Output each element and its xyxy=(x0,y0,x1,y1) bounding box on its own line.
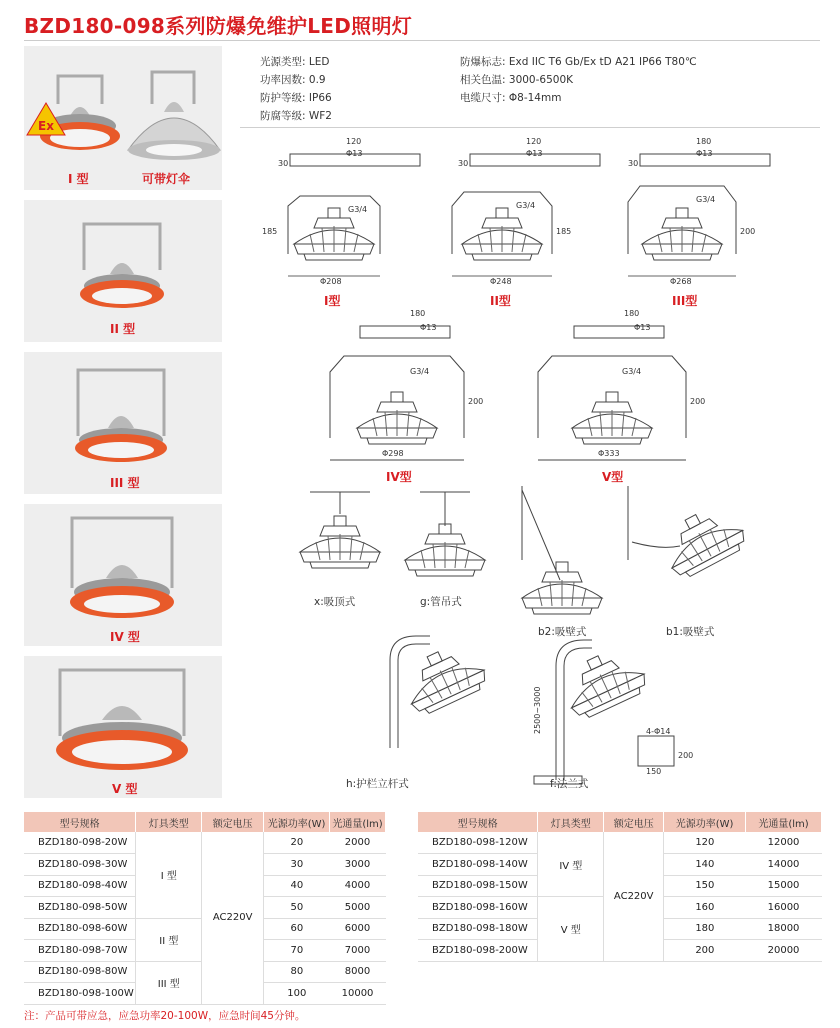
dim-hole-5: Φ13 xyxy=(634,323,651,332)
thread-2: G3/4 xyxy=(516,201,536,210)
caption-mount-b2: b2:吸壁式 xyxy=(538,626,587,638)
type-group-2: II 型 xyxy=(136,918,202,961)
table-row: BZD180-098-200W 200 20000 xyxy=(418,940,822,962)
table-row: BZD180-098-30W 30 3000 xyxy=(24,854,386,876)
caption-type-5: V型 xyxy=(602,470,624,484)
table-row: BZD180-098-50W 50 5000 xyxy=(24,897,386,919)
col-flux: 光通量(lm) xyxy=(330,812,386,832)
caption-type-4: IV型 xyxy=(386,470,412,484)
spec-table-right xyxy=(418,812,822,962)
caption-mount-x: x:吸顶式 xyxy=(314,596,356,608)
spec-anticorrosion: 防腐等级: WF2 xyxy=(260,110,332,122)
table-row: BZD180-098-40W 40 4000 xyxy=(24,875,386,897)
dim-bracket-1: 120 xyxy=(346,137,362,146)
pole-height: 2500~3000 xyxy=(533,686,542,734)
product-label-umbrella: 可带灯伞 xyxy=(142,172,191,186)
col-model: 型号规格 xyxy=(24,812,136,832)
table-header-row xyxy=(24,812,386,832)
table-row: BZD180-098-80W III 型 80 8000 xyxy=(24,961,386,983)
footnote: 注：产品可带应急，应急功率20-100W，应急时间45分钟。 xyxy=(24,1010,306,1022)
dim-hole-1: Φ13 xyxy=(346,149,363,158)
table-row: BZD180-098-140W 140 14000 xyxy=(418,854,822,876)
spec-power-factor: 功率因数: 0.9 xyxy=(260,74,326,86)
caption-type-1: I型 xyxy=(324,294,341,308)
diameter-4: Φ298 xyxy=(382,449,404,458)
type-group-5: V 型 xyxy=(538,897,604,962)
dim-bracket-2: 120 xyxy=(526,137,542,146)
height-3: 200 xyxy=(740,227,756,236)
dim-hole-4: Φ13 xyxy=(420,323,437,332)
dimension-drawings xyxy=(240,130,820,800)
col-voltage: 额定电压 xyxy=(202,812,264,832)
caption-type-2: II型 xyxy=(490,294,511,308)
height-4: 200 xyxy=(468,397,484,406)
product-panel-type-3 xyxy=(24,352,222,494)
product-label-type-1: I 型 xyxy=(68,172,89,186)
table-row: BZD180-098-20W I 型 AC220V 20 2000 xyxy=(24,832,386,854)
table-row: BZD180-098-100W 100 10000 xyxy=(24,983,386,1005)
product-panel-type-1 xyxy=(24,46,222,190)
thread-3: G3/4 xyxy=(696,195,716,204)
height-5: 200 xyxy=(690,397,706,406)
dim-30-1: 30 xyxy=(278,159,289,168)
table-row: BZD180-098-60W II 型 60 6000 xyxy=(24,918,386,940)
lamp-type-5-photo xyxy=(24,656,222,798)
diameter-5: Φ333 xyxy=(598,449,620,458)
table-row: BZD180-098-160W V 型 160 16000 xyxy=(418,897,822,919)
spec-light-source: 光源类型: LED xyxy=(260,56,330,68)
caption-mount-g: g:管吊式 xyxy=(420,596,462,608)
caption-mount-b1: b1:吸壁式 xyxy=(666,626,715,638)
caption-type-3: III型 xyxy=(672,294,698,308)
spec-color-temp: 相关色温: 3000-6500K xyxy=(460,74,574,86)
type-group-4: IV 型 xyxy=(538,832,604,897)
table-row: BZD180-098-70W 70 7000 xyxy=(24,940,386,962)
dim-30-2: 30 xyxy=(458,159,469,168)
dim-30-3: 30 xyxy=(628,159,639,168)
diameter-3: Φ268 xyxy=(670,277,692,286)
flange-150: 150 xyxy=(646,767,662,776)
dim-bracket-5: 180 xyxy=(624,309,640,318)
dim-bracket-4: 180 xyxy=(410,309,426,318)
drawings-canvas xyxy=(240,130,820,800)
spec-cable-size: 电缆尺寸: Φ8-14mm xyxy=(460,92,562,104)
table-row: BZD180-098-150W 150 15000 xyxy=(418,875,822,897)
product-panel-type-2 xyxy=(24,200,222,342)
ex-badge-text: Ex xyxy=(38,119,54,133)
dim-hole-2: Φ13 xyxy=(526,149,543,158)
flange-200: 200 xyxy=(678,751,694,760)
spec-ex-marking: 防爆标志: Exd IIC T6 Gb/Ex tD A21 IP66 T80℃ xyxy=(460,56,697,68)
spec-ip-rating: 防护等级: IP66 xyxy=(260,92,332,104)
page-title: BZD180-098系列防爆免维护LED照明灯 xyxy=(24,14,413,38)
col-power: 光源功率(W) xyxy=(264,812,330,832)
title-divider xyxy=(24,40,820,41)
voltage-left: AC220V xyxy=(202,832,264,1004)
diameter-1: Φ208 xyxy=(320,277,342,286)
height-2: 185 xyxy=(556,227,572,236)
ex-badge xyxy=(26,102,66,136)
product-panel-type-4 xyxy=(24,504,222,646)
product-panel-type-5 xyxy=(24,656,222,798)
spec-block xyxy=(240,48,820,128)
caption-mount-h: h:护栏立杆式 xyxy=(346,778,409,790)
voltage-right: AC220V xyxy=(604,832,664,961)
dim-bracket-3: 180 xyxy=(696,137,712,146)
thread-4: G3/4 xyxy=(410,367,430,376)
dim-hole-3: Φ13 xyxy=(696,149,713,158)
thread-5: G3/4 xyxy=(622,367,642,376)
product-label-type-5: V 型 xyxy=(112,782,138,796)
table-header-row: 型号规格 灯具类型 额定电压 光源功率(W) 光通量(lm) xyxy=(418,812,822,832)
caption-mount-f: f:法兰式 xyxy=(550,778,589,790)
product-label-type-2: II 型 xyxy=(110,322,136,336)
product-label-type-4: IV 型 xyxy=(110,630,140,644)
thread-1: G3/4 xyxy=(348,205,368,214)
type-group-1: I 型 xyxy=(136,832,202,918)
table-row: BZD180-098-120W IV 型 AC220V 120 12000 xyxy=(418,832,822,854)
flange-holes: 4-Φ14 xyxy=(646,727,671,736)
product-label-type-3: III 型 xyxy=(110,476,140,490)
col-type: 灯具类型 xyxy=(136,812,202,832)
height-1: 185 xyxy=(262,227,278,236)
type-group-3: III 型 xyxy=(136,961,202,1004)
table-row: BZD180-098-180W 180 18000 xyxy=(418,918,822,940)
spec-table-left xyxy=(24,812,386,1005)
diameter-2: Φ248 xyxy=(490,277,512,286)
lamp-type-3-photo xyxy=(24,352,222,494)
lamp-type-4-photo xyxy=(24,504,222,646)
